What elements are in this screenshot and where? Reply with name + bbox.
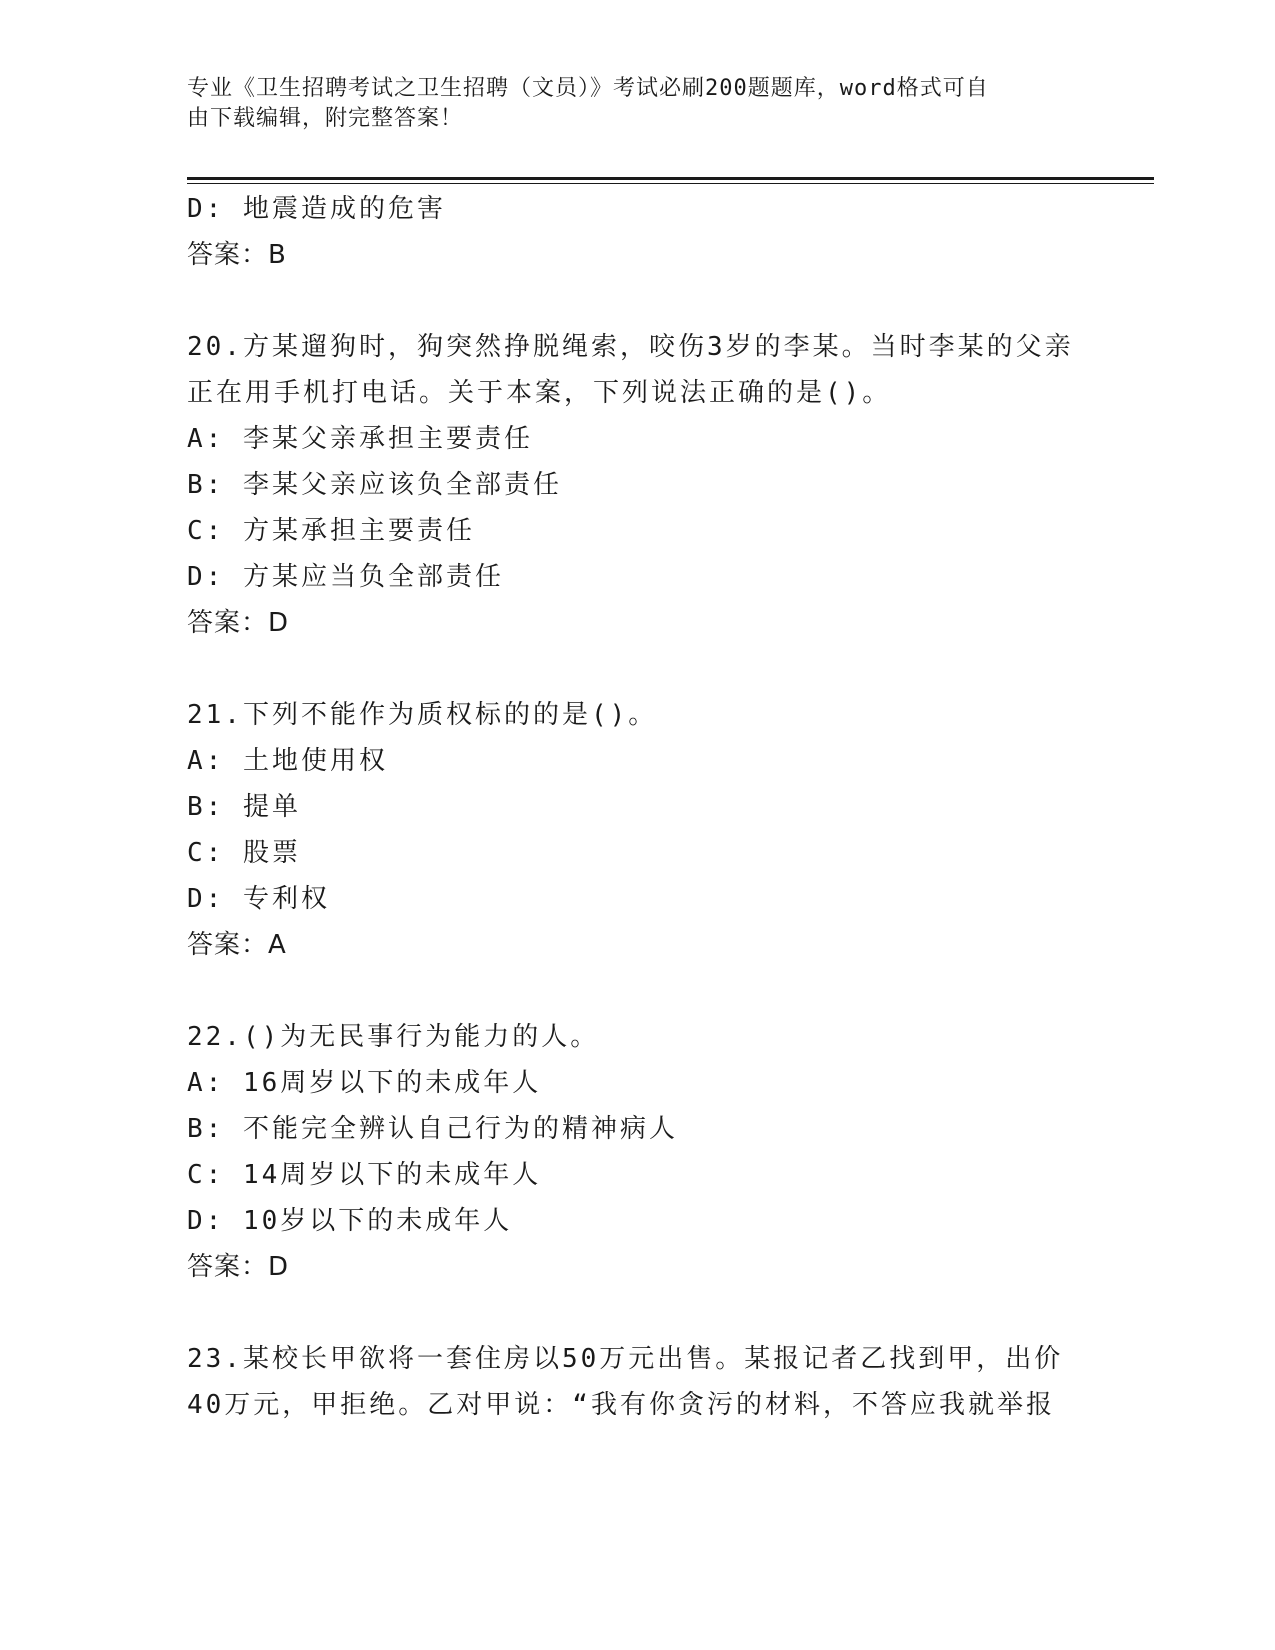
spacer [187, 646, 1087, 692]
header-line-1: 专业《卫生招聘考试之卫生招聘（文员）》考试必刷200题题库，word格式可自 [187, 76, 989, 101]
answer-line: 答案：B [187, 240, 287, 270]
option-c: C: 14周岁以下的未成年人 [187, 1160, 542, 1190]
option-c: C: 股票 [187, 838, 301, 868]
option-d: D: 方某应当负全部责任 [187, 562, 504, 592]
option-c: C: 方某承担主要责任 [187, 516, 475, 546]
option-b: B: 不能完全辨认自己行为的精神病人 [187, 1114, 678, 1144]
option-d: D: 地震造成的危害 [187, 194, 446, 224]
option-d: D: 专利权 [187, 884, 330, 914]
option-d: D: 10岁以下的未成年人 [187, 1206, 513, 1236]
answer-line: 答案：D [187, 1252, 290, 1282]
spacer [187, 968, 1087, 1014]
question-stem: 正在用手机打电话。关于本案，下列说法正确的是()。 [187, 378, 892, 408]
document-header [187, 74, 1067, 134]
header-line-2: 由下载编辑，附完整答案！ [187, 106, 464, 131]
header-rule-thick [187, 177, 1154, 180]
header-rule-thin [187, 183, 1154, 184]
spacer [187, 278, 1087, 324]
option-a: A: 土地使用权 [187, 746, 388, 776]
question-stem: 21.下列不能作为质权标的的是()。 [187, 700, 658, 730]
question-20 [187, 324, 1087, 646]
option-a: A: 16周岁以下的未成年人 [187, 1068, 542, 1098]
question-stem: 40万元，甲拒绝。乙对甲说：“我有你贪污的材料，不答应我就举报 [187, 1390, 1055, 1420]
answer-line: 答案：D [187, 608, 290, 638]
option-b: B: 李某父亲应该负全部责任 [187, 470, 562, 500]
spacer [187, 1290, 1087, 1336]
question-stem: 22.()为无民事行为能力的人。 [187, 1022, 600, 1052]
question-list [187, 186, 1087, 1428]
question-23 [187, 1336, 1087, 1428]
question-stem: 20.方某遛狗时，狗突然挣脱绳索，咬伤3岁的李某。当时李某的父亲 [187, 332, 1074, 362]
question-21 [187, 692, 1087, 968]
question-stem: 23.某校长甲欲将一套住房以50万元出售。某报记者乙找到甲，出价 [187, 1344, 1064, 1374]
option-b: B: 提单 [187, 792, 301, 822]
question-22 [187, 1014, 1087, 1290]
option-a: A: 李某父亲承担主要责任 [187, 424, 533, 454]
answer-line: 答案：A [187, 930, 287, 960]
